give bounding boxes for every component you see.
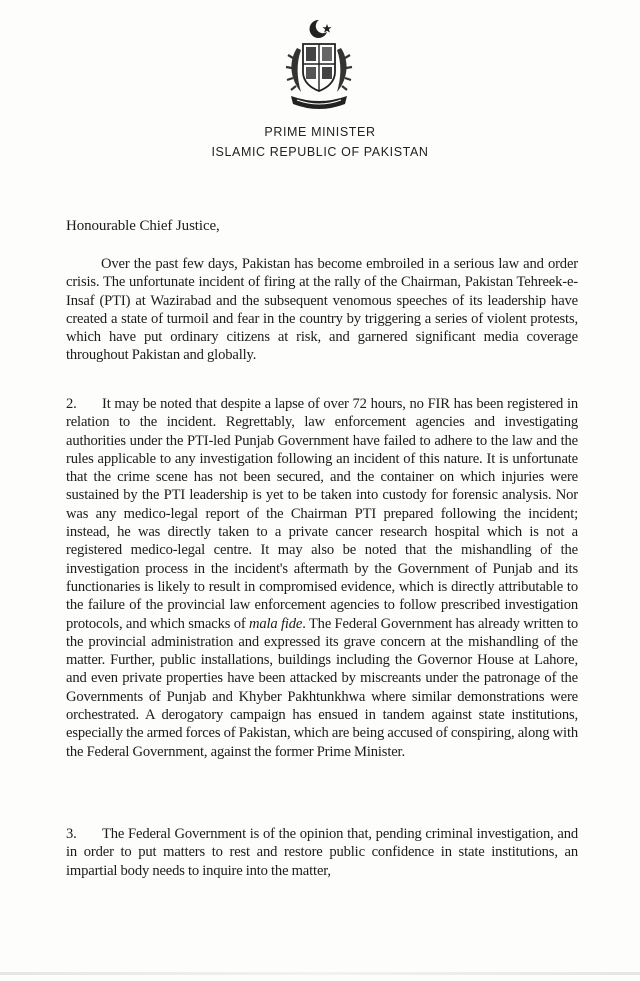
scan-edge-divider [0, 972, 640, 975]
paragraph-1: Over the past few days, Pakistan has become embroiled in a serious law and order crisis. The unfortunate incident of firing at the rally of the Chairman, Pakistan Tehreek-e-Insaf (PTI) at Wazirabad and the subsequent venomous speeches of its leadership have created a state of turmoil and fear in the country by triggering a series of violent protests, which have put ordinary citizens at risk, and garnered significant media coverage throughout Pakistan and globally. [66, 256, 578, 364]
paragraph-number: 2. [66, 396, 77, 412]
salutation: Honourable Chief Justice, [66, 218, 220, 234]
paragraph-2-text-a: It may be noted that despite a lapse of over 72 hours, no FIR has been registered in relation to the incident. Regrettably, law enforcement agencies and investigating authorities under the PTI-led Punjab Government have failed to adhere to the law and the rules applicable to any investigation following an incident of this nature. It is unfortunate that the crime scene has not been secured, and the container on which injuries were sustained by the PTI leadership is yet to be taken into custody for forensic analysis. Nor was any medico-legal report of the Chairman PTI prepared following the incident; instead, he was directly taken to a private cancer research hospital which is not a registered medico-legal centre. It may also be noted that the mishandling of the investigation process in the incident's aftermath by the Government of Punjab and its functionaries is likely to result in compromised evidence, which is directly attributable to the failure of the provincial law enforcement agencies to follow prescribed investigation protocols, and which smacks of [66, 396, 578, 632]
letterhead-title: PRIME MINISTER [264, 125, 376, 139]
paragraph-2 [66, 395, 578, 761]
paragraph-3 [66, 825, 578, 880]
paragraph-number: 3. [66, 826, 77, 842]
letterhead-subtitle: ISLAMIC REPUBLIC OF PAKISTAN [211, 145, 429, 159]
paragraph-2-text-b: . The Federal Government has already written to the provincial administration and expressed its grave concern at the mishandling of the matter. Further, public installations, buildings including the Governor House at Lahore, and even private properties have been attacked by miscreants under the patronage of the Governments of Punjab and Khyber Pakhtunkhwa where similar demonstrations were orchestrated. A derogatory campaign has ensued in tandem against state institutions, especially the armed forces of Pakistan, which are being accused of conspiring, along with the Federal Government, against the former Prime Minister. [66, 615, 578, 760]
paragraph-2-emphasis: mala fide [248, 615, 303, 632]
state-emblem-icon [283, 18, 355, 112]
paragraph-3-text: The Federal Government is of the opinion that, pending criminal investigation, and in order to put matters to rest and restore public confidence in state institutions, an impartial body needs to inquire into the matter, [66, 826, 578, 879]
